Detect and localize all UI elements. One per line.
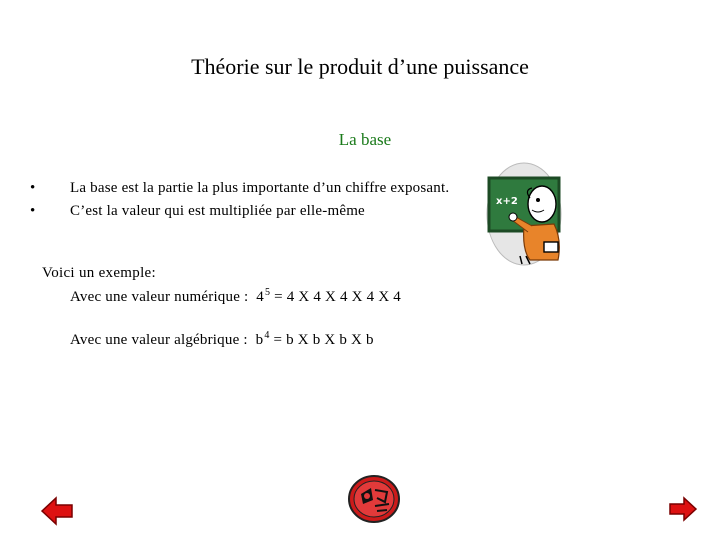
slide-title: Théorie sur le produit d’une puissance bbox=[191, 54, 529, 79]
algebraic-example bbox=[70, 330, 374, 349]
example-base: b bbox=[255, 332, 264, 348]
example-expansion: = b X b X b X b bbox=[273, 332, 374, 348]
bullet-item bbox=[30, 180, 449, 197]
numeric-example bbox=[70, 287, 401, 306]
bullet-text: La base est la partie la plus importante d’un chiffre exposant. bbox=[70, 180, 450, 196]
example-expansion: = 4 X 4 X 4 X 4 X 4 bbox=[274, 289, 401, 305]
bullet-item bbox=[30, 203, 365, 220]
example-label: Avec une valeur algébrique : bbox=[70, 332, 248, 348]
example-exponent: 4 bbox=[264, 330, 270, 341]
bullet-marker: • bbox=[30, 203, 36, 219]
example-label: Avec une valeur numérique : bbox=[70, 289, 249, 305]
section-title: La base bbox=[338, 130, 392, 149]
example-intro: Voici un exemple: bbox=[42, 265, 156, 281]
clipart-text: x+2 bbox=[496, 196, 518, 207]
bullet-text: C’est la valeur qui est multipliée par elle-même bbox=[70, 203, 365, 219]
home-button-icon[interactable] bbox=[347, 474, 401, 524]
teacher-clipart bbox=[484, 160, 564, 268]
forward-arrow-icon[interactable] bbox=[668, 496, 698, 522]
example-exponent: 5 bbox=[265, 287, 271, 298]
bullet-marker: • bbox=[30, 180, 36, 196]
back-arrow-icon[interactable] bbox=[40, 496, 74, 526]
example-base: 4 bbox=[256, 289, 264, 305]
